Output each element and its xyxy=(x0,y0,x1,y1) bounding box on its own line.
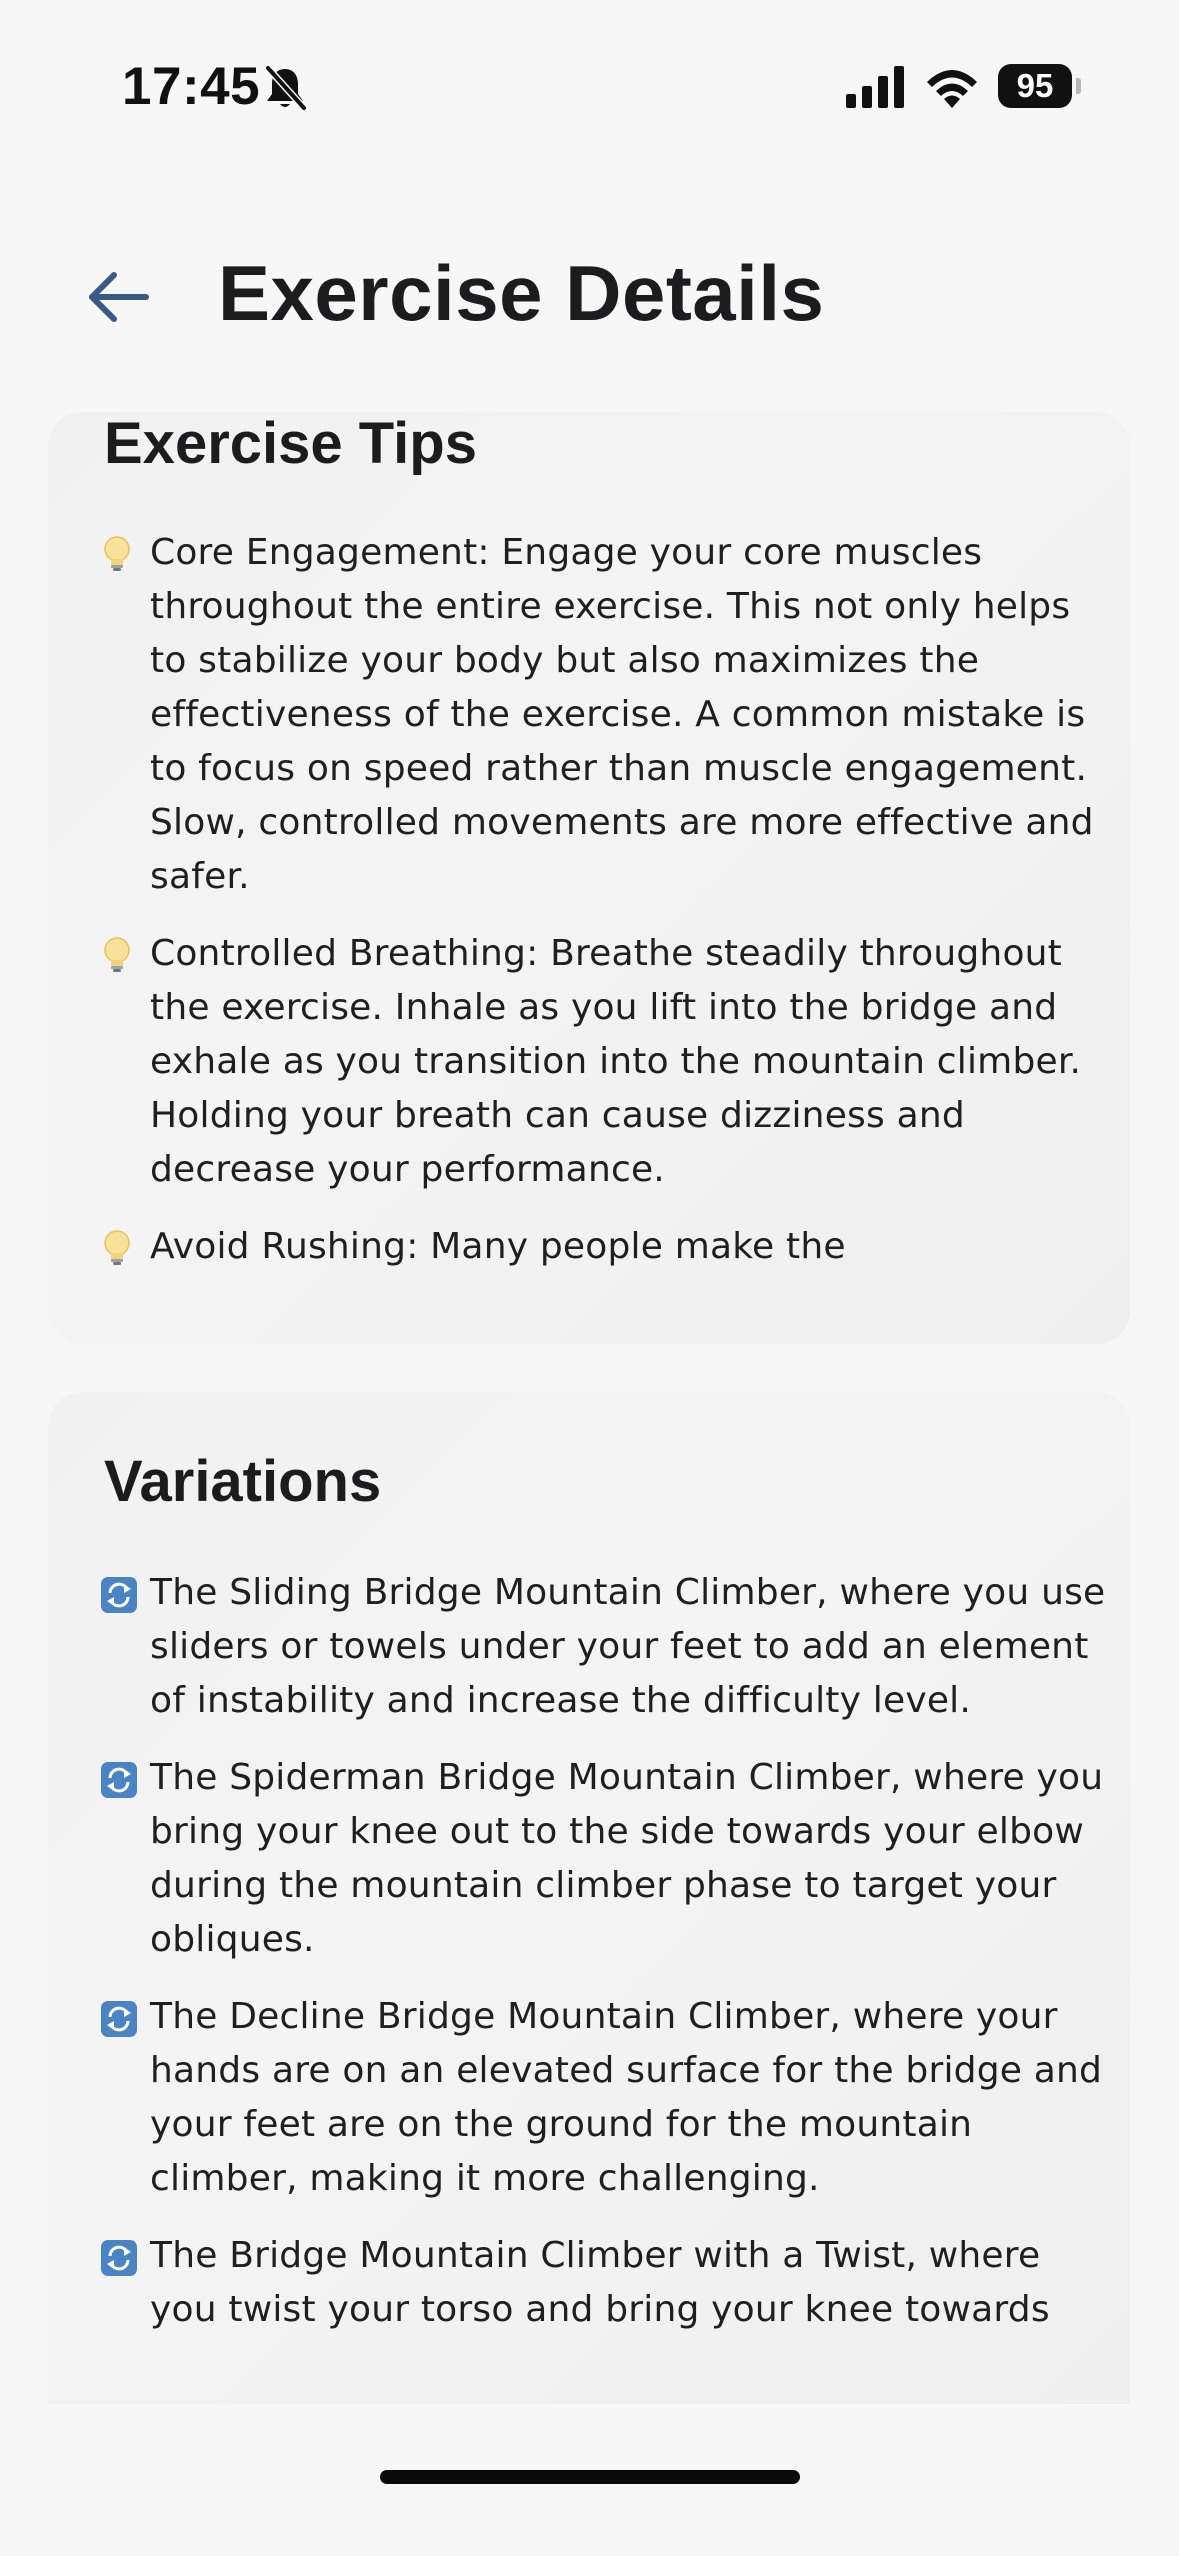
bell-off-icon xyxy=(262,64,308,112)
variation-item xyxy=(100,1990,1110,2206)
variation-text: The Spiderman Bridge Mountain Climber, where you bring your knee out to the side towards your elbow during the mountain climber phase to target your obliques. xyxy=(150,1757,1104,1960)
tip-item xyxy=(100,526,1110,904)
repeat-icon xyxy=(100,1576,138,1614)
home-indicator[interactable] xyxy=(380,2470,800,2484)
variation-text: The Bridge Mountain Climber with a Twist, where you twist your torso and bring your knee towards xyxy=(150,2235,1050,2330)
back-button[interactable] xyxy=(80,262,160,332)
tip-item xyxy=(100,1220,1110,1274)
lightbulb-icon xyxy=(100,1229,134,1267)
status-bar xyxy=(0,0,1179,150)
tip-text: Controlled Breathing: Breathe steadily throughout the exercise. Inhale as you lift into the bridge and exhale as you transition into the mountain climber. Holding your breath can cause dizziness and decrease your performance. xyxy=(150,933,1082,1190)
repeat-icon xyxy=(100,2000,138,2038)
variations-title: Variations xyxy=(104,1449,382,1514)
exercise-tips-card xyxy=(48,412,1130,1344)
cellular-signal-icon xyxy=(846,66,906,108)
variations-card xyxy=(48,1392,1130,2404)
wifi-icon xyxy=(924,64,980,108)
exercise-tips-list xyxy=(100,526,1110,1297)
tip-item xyxy=(100,927,1110,1197)
page-title: Exercise Details xyxy=(218,249,825,337)
variation-text: The Sliding Bridge Mountain Climber, where you use sliders or towels under your feet to add an element of instability and increase the difficulty level. xyxy=(150,1572,1106,1721)
variation-item xyxy=(100,1566,1110,1728)
repeat-icon xyxy=(100,1761,138,1799)
battery-icon xyxy=(998,64,1082,108)
arrow-left-icon xyxy=(80,262,160,332)
lightbulb-icon xyxy=(100,936,134,974)
tip-text: Core Engagement: Engage your core muscles throughout the entire exercise. This not only helps to stabilize your body but also maximizes the effectiveness of the exercise. A common mistake is to focus on speed rather than muscle engagement. Slow, controlled movements are more effective and safer. xyxy=(150,532,1094,897)
repeat-icon xyxy=(100,2239,138,2277)
tip-text: Avoid Rushing: Many people make the xyxy=(150,1226,846,1267)
lightbulb-icon xyxy=(100,535,134,573)
variations-list xyxy=(100,1566,1110,2360)
variation-item xyxy=(100,2229,1110,2337)
variation-item xyxy=(100,1751,1110,1967)
variation-text: The Decline Bridge Mountain Climber, where your hands are on an elevated surface for the bridge and your feet are on the ground for the mountain climber, making it more challenging. xyxy=(150,1996,1103,2199)
exercise-tips-title: Exercise Tips xyxy=(104,412,477,476)
battery-level: 95 xyxy=(998,64,1072,108)
status-time: 17:45 xyxy=(122,57,261,116)
battery-tip xyxy=(1076,78,1081,94)
